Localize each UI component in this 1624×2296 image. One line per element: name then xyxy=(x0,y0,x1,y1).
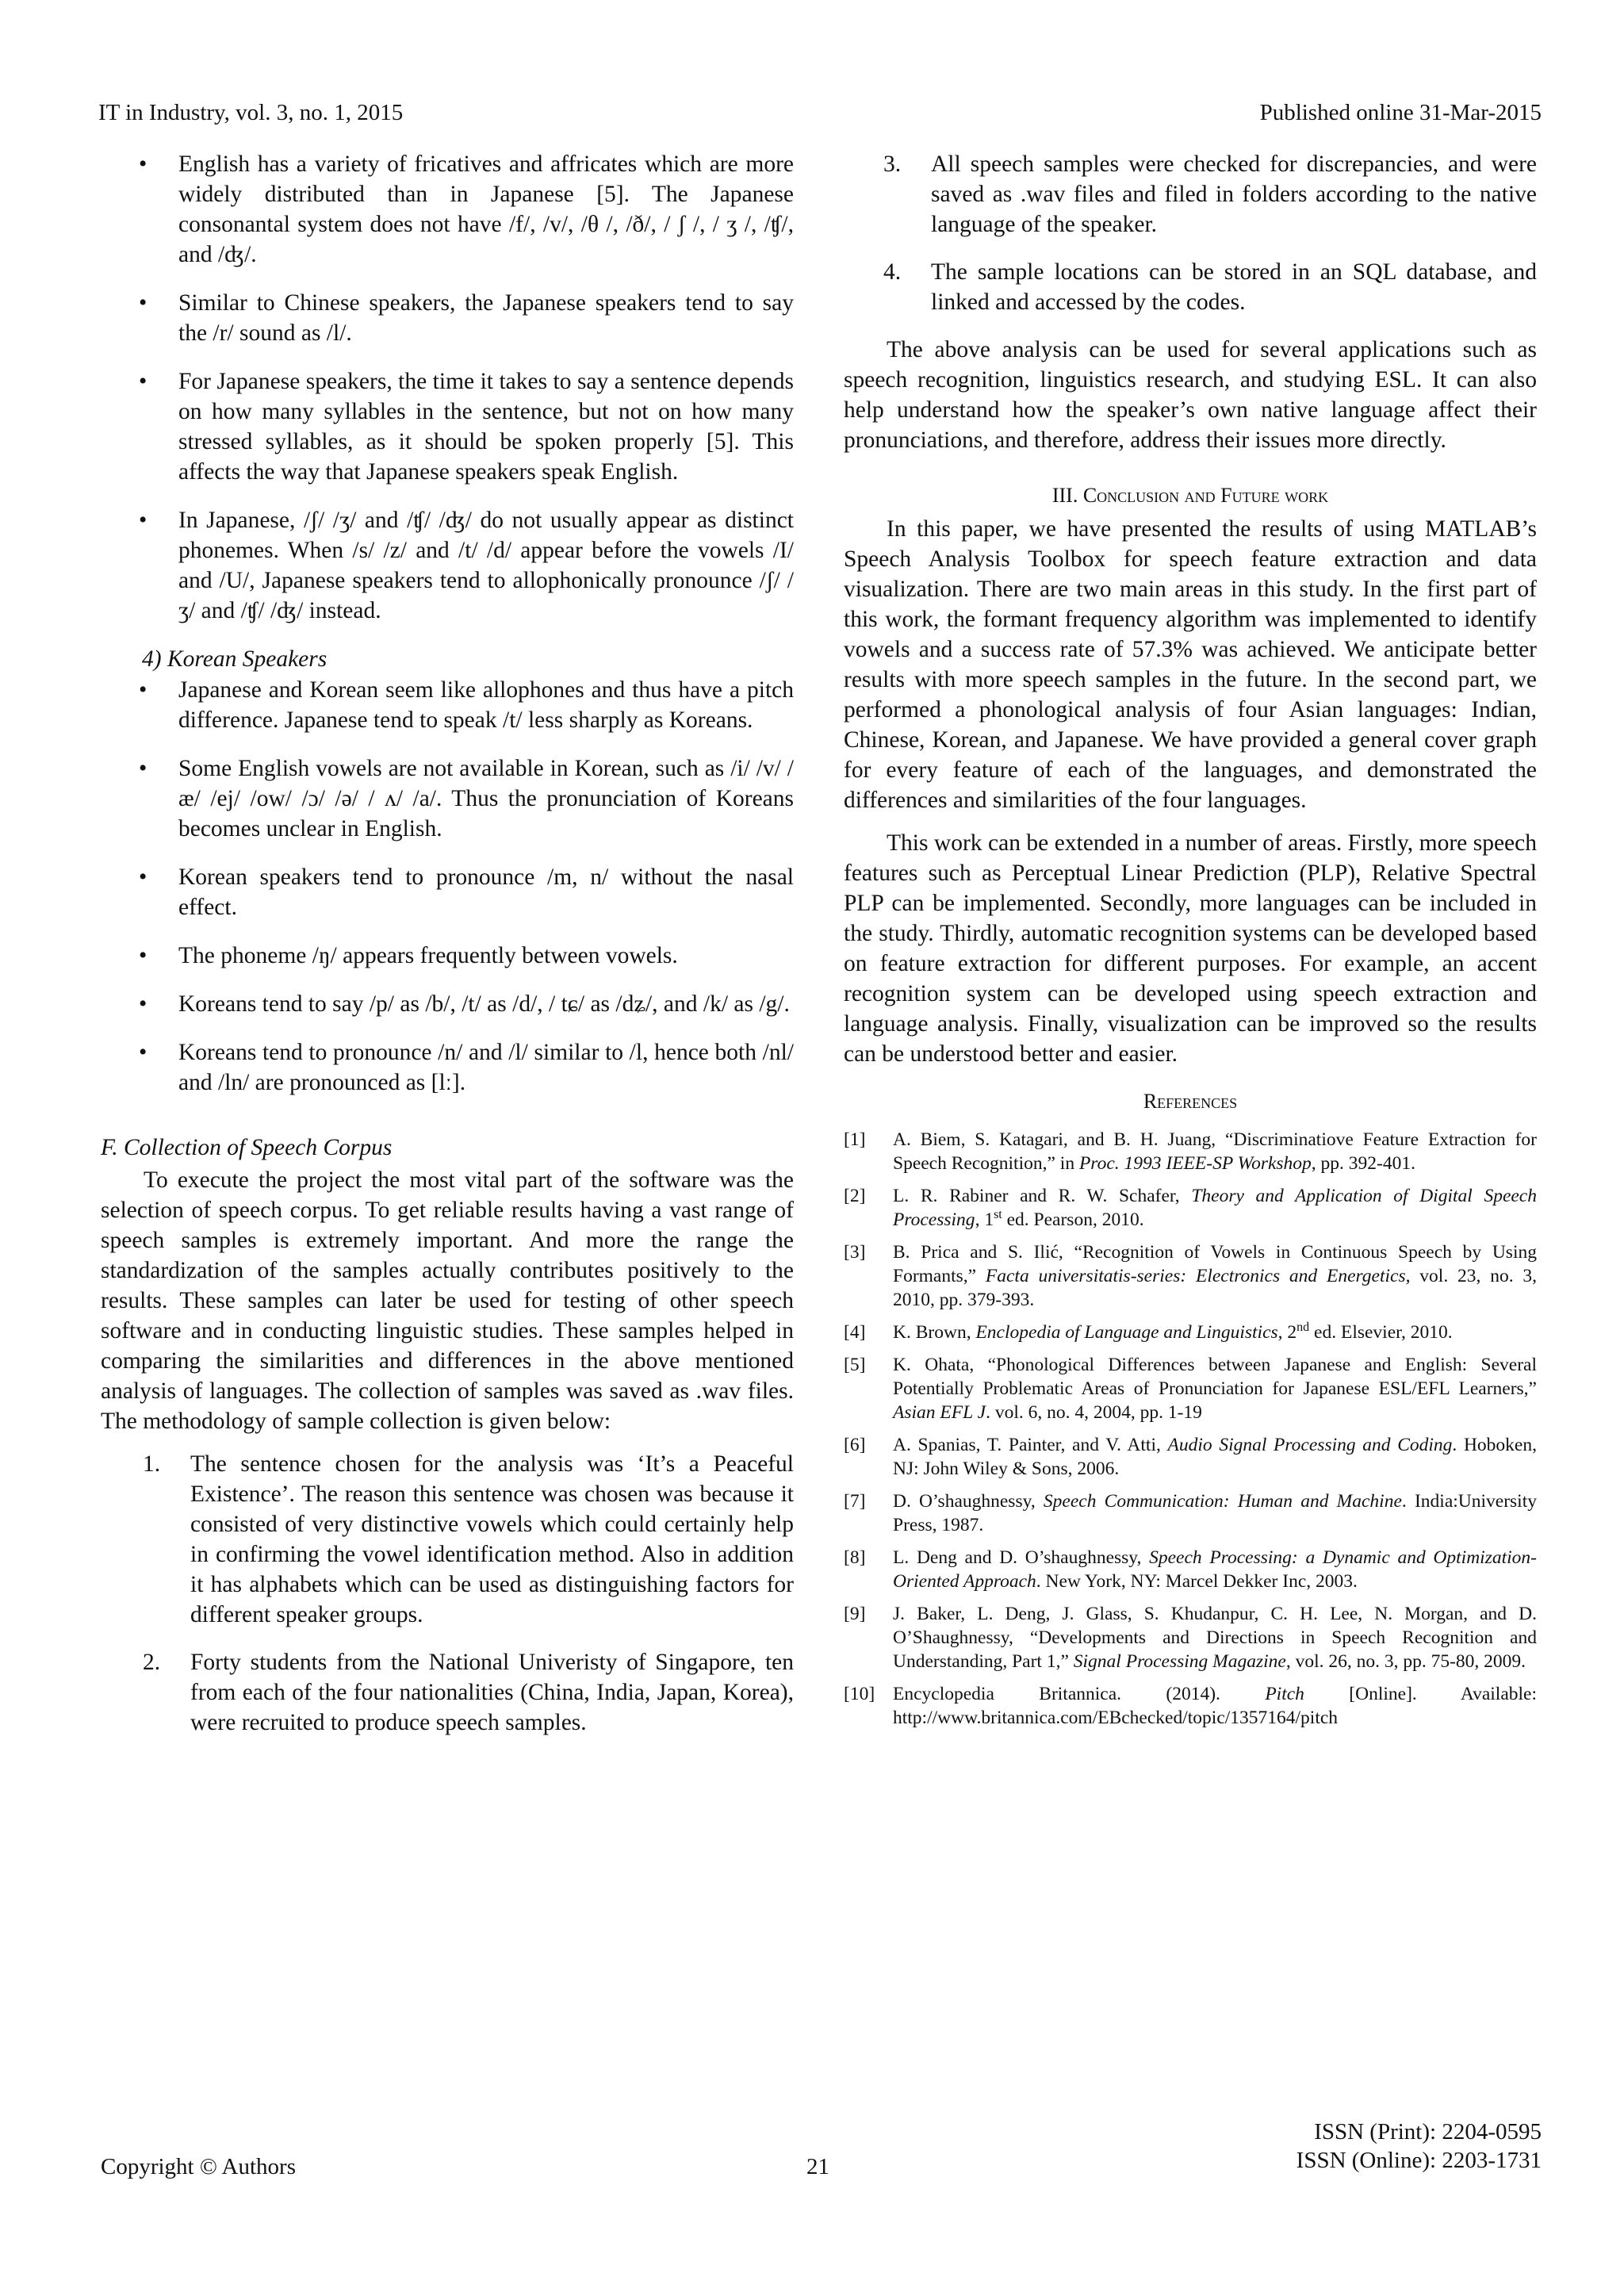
analysis-paragraph: The above analysis can be used for several applications such as speech recognition, linguistics research, and studying ESL. It can also help understand how the speaker’s own native language affect their pronunciations, and therefore, address their issues more directly. xyxy=(844,337,1537,453)
reference-details: , pp. 392-401. xyxy=(1311,1153,1415,1174)
reference-details: , 1 xyxy=(975,1209,994,1230)
reference-details: , vol. 23, no. 3, 2010, pp. 379-393. xyxy=(893,1266,1537,1310)
list-number: 2. xyxy=(143,1650,161,1675)
reference-details: , 2 xyxy=(1277,1322,1297,1343)
page-footer xyxy=(101,2118,1542,2205)
reference-item xyxy=(844,1602,1537,1673)
conclusion-paragraph: In this paper, we have presented the results of using MATLAB’s Speech Analysis Toolbox for speech feature extraction and data visualization. There are two main areas in this study. In the first part of this work, the formant frequency algorithm was implemented to identify vowels and a success rate of 57.3% was achieved. We anticipate better results with more speech samples in the future. In the second part, we performed a phonological analysis of four Asian languages: Indian, Chinese, Korean, and Japanese. We have provided a general cover graph for every feature of each of the languages, and demonstrated the differences and similarities of the four languages. xyxy=(844,516,1537,813)
korean-speaker-bullets xyxy=(101,675,794,1098)
publication-date: Published online 31-Mar-2015 xyxy=(1259,100,1542,125)
reference-source: Speech Communication: Human and Machine xyxy=(1043,1491,1402,1512)
right-column xyxy=(844,149,1537,1738)
reference-item xyxy=(844,1353,1537,1424)
reference-authors: L. R. Rabiner and R. W. Schafer, xyxy=(893,1186,1192,1206)
reference-number: [4] xyxy=(844,1322,866,1343)
reference-authors: A. Spanias, T. Painter, and V. Atti, xyxy=(893,1435,1168,1455)
reference-source: Proc. 1993 IEEE-SP Workshop xyxy=(1078,1153,1312,1174)
reference-authors: K. Brown, xyxy=(893,1322,976,1343)
japanese-speaker-bullets xyxy=(101,149,794,626)
reference-details: . India:University Press, 1987. xyxy=(893,1491,1537,1535)
reference-details: [Online]. Available: http://www.britannica.com/EBchecked/topic/1357164/pitch xyxy=(893,1684,1537,1728)
list-text: The sample locations can be stored in an SQL database, and linked and accessed by the codes. xyxy=(931,259,1537,315)
issn-print: ISSN (Print): 2204-0595 xyxy=(1314,2119,1542,2145)
section-f-paragraph: To execute the project the most vital part of the software was the selection of speech corpus. To get reliable results having a vast range of speech samples is extremely important. And more the range the standardization of the samples actually contributes positively to the results. These samples can later be used for testing of other speech software and in conducting linguistic studies. These samples helped in comparing the similarities and differences in the above mentioned analysis of languages. The collection of samples was saved as .wav files. The methodology of sample collection is given below: xyxy=(101,1167,794,1434)
journal-citation: IT in Industry, vol. 3, no. 1, 2015 xyxy=(98,100,404,125)
list-text: The sentence chosen for the analysis was ‘It’s a Peaceful Existence’. The reason this sentence was chosen was because it consisted of very distinctive vowels which could certainly help in confirming the vowel identification method. Also in addition it has alphabets which can be used as distinguishing factors for different speaker groups. xyxy=(190,1451,794,1627)
list-number: 3. xyxy=(883,151,902,177)
reference-source: Theory and Application of Digital Speech Processing xyxy=(893,1186,1537,1230)
reference-item xyxy=(844,1489,1537,1537)
reference-item xyxy=(844,1682,1537,1730)
reference-authors: K. Ohata, “Phonological Differences between Japanese and English: Several Potentially Problematic Areas of Pronunciation for Japanese ESL/EFL Learners,” xyxy=(893,1355,1537,1399)
reference-source: Enclopedia of Language and Linguistics xyxy=(975,1322,1278,1343)
future-work-paragraph: This work can be extended in a number of areas. Firstly, more speech features such as Perceptual Linear Prediction (PLP), Relative Spectral PLP can be implemented. Secondly, more languages can be included in the study. Thirdly, automatic recognition systems can be developed based on feature extraction for different purposes. For example, an accent recognition system can be developed using speech extraction and language analysis. Finally, visualization can be improved so the results can be understood better and easier. xyxy=(844,830,1537,1067)
list-text: Forty students from the National Univeristy of Singapore, ten from each of the four nationalities (China, India, Japan, Korea), were recruited to produce speech samples. xyxy=(190,1650,794,1735)
list-number: 1. xyxy=(143,1451,161,1477)
copyright-notice: Copyright © Authors xyxy=(101,2154,296,2179)
reference-superscript: st xyxy=(994,1208,1002,1222)
list-item: • Some English vowels are not available in Korean, such as /i/ /v/ / æ/ /ej/ /ow/ /ɔ/ /ə/ / ʌ/ /a/. Thus the pronunciation of Koreans becomes unclear in English. xyxy=(101,753,794,844)
conclusion-heading: III. Conclusion and Future work xyxy=(1051,484,1329,507)
reference-source: Facta universitatis-series: Electronics and Energetics xyxy=(985,1266,1406,1286)
reference-list xyxy=(844,1128,1537,1730)
reference-superscript: nd xyxy=(1297,1320,1310,1335)
reference-item xyxy=(844,1128,1537,1175)
list-item xyxy=(101,1449,794,1630)
list-item: • English has a variety of fricatives and affricates which are more widely distributed than in Japanese [5]. The Japanese consonantal system does not have /f/, /v/, /θ /, /ð/, / ʃ /, / ʒ /, /ʧ/, and /ʤ/. xyxy=(101,149,794,270)
list-item: • Koreans tend to pronounce /n/ and /l/ similar to /l, hence both /nl/ and /ln/ are pronounced as [lː]. xyxy=(101,1037,794,1098)
methodology-list xyxy=(101,1449,794,1738)
list-item: • Japanese and Korean seem like allophones and thus have a pitch difference. Japanese tend to speak /t/ less sharply as Koreans. xyxy=(101,675,794,735)
reference-number: [8] xyxy=(844,1547,866,1568)
reference-authors: L. Deng and D. O’shaughnessy, xyxy=(893,1547,1150,1568)
reference-number: [6] xyxy=(844,1435,866,1455)
reference-item xyxy=(844,1546,1537,1593)
page-number: 21 xyxy=(806,2154,829,2179)
section-f-heading: F. Collection of Speech Corpus xyxy=(101,1135,393,1160)
reference-authors: A. Biem, S. Katagari, and B. H. Juang, “Discriminatiove Feature Extraction for Speech Recognition,” in xyxy=(893,1129,1537,1174)
issn-block xyxy=(1297,2118,1542,2175)
reference-number: [2] xyxy=(844,1186,866,1206)
list-item: • The phoneme /ŋ/ appears frequently between vowels. xyxy=(101,941,794,971)
reference-number: [9] xyxy=(844,1604,866,1624)
reference-details-tail: ed. Elsevier, 2010. xyxy=(1309,1322,1453,1343)
reference-item xyxy=(844,1240,1537,1312)
left-column xyxy=(101,149,794,1755)
reference-authors: D. O’shaughnessy, xyxy=(893,1491,1044,1512)
reference-source: Signal Processing Magazine xyxy=(1073,1651,1286,1672)
reference-authors: Encyclopedia Britannica. (2014). xyxy=(893,1684,1266,1704)
reference-source: Pitch xyxy=(1265,1684,1304,1704)
list-number: 4. xyxy=(883,259,902,285)
list-item: • Korean speakers tend to pronounce /m, n/ without the nasal effect. xyxy=(101,862,794,922)
list-item xyxy=(101,1647,794,1738)
reference-number: [10] xyxy=(844,1684,875,1704)
issn-online: ISSN (Online): 2203-1731 xyxy=(1296,2148,1542,2173)
list-item xyxy=(844,257,1537,317)
reference-source: Speech Processing: a Dynamic and Optimization-Oriented Approach xyxy=(893,1547,1537,1592)
reference-authors: J. Baker, L. Deng, J. Glass, S. Khudanpur, C. H. Lee, N. Morgan, and D. O’Shaughnessy, “Developments and Directions in Speech Recognition and Understanding, Part 1,” xyxy=(893,1604,1537,1672)
reference-details-tail: ed. Pearson, 2010. xyxy=(1002,1209,1144,1230)
reference-number: [7] xyxy=(844,1491,866,1512)
list-item: • Koreans tend to say /p/ as /b/, /t/ as /d/, / tɕ/ as /dʑ/, and /k/ as /g/. xyxy=(101,989,794,1019)
page-header xyxy=(98,97,1542,128)
reference-item xyxy=(844,1433,1537,1481)
list-item xyxy=(844,149,1537,240)
list-item: • Similar to Chinese speakers, the Japanese speakers tend to say the /r/ sound as /l/. xyxy=(101,288,794,348)
reference-details: . New York, NY: Marcel Dekker Inc, 2003. xyxy=(1036,1571,1358,1592)
reference-details: . vol. 6, no. 4, 2004, pp. 1-19 xyxy=(986,1402,1202,1423)
methodology-list-continued xyxy=(844,149,1537,317)
references-heading: References xyxy=(1143,1090,1238,1113)
list-item: • In Japanese, /ʃ/ /ʒ/ and /ʧ/ /ʤ/ do not usually appear as distinct phonemes. When /s/ /z/ and /t/ /d/ appear before the vowels /I/ and /U/, Japanese speakers tend to allophonically pronounce /ʃ/ /ʒ/ and /ʧ/ /ʤ/ instead. xyxy=(101,505,794,626)
reference-authors: B. Prica and S. Ilić, “Recognition of Vowels in Continuous Speech by Using Formants,” xyxy=(893,1242,1537,1286)
reference-source: Audio Signal Processing and Coding xyxy=(1167,1435,1453,1455)
reference-item xyxy=(844,1320,1537,1344)
reference-number: [3] xyxy=(844,1242,866,1263)
list-item: • For Japanese speakers, the time it takes to say a sentence depends on how many syllables in the sentence, but not on how many stressed syllables, as it should be spoken properly [5]. This affects the way that Japanese speakers speak English. xyxy=(101,366,794,487)
reference-number: [1] xyxy=(844,1129,866,1150)
korean-speakers-heading: 4) Korean Speakers xyxy=(142,646,327,672)
reference-details: , vol. 26, no. 3, pp. 75-80, 2009. xyxy=(1285,1651,1526,1672)
reference-item xyxy=(844,1184,1537,1232)
list-text: All speech samples were checked for discrepancies, and were saved as .wav files and filed in folders according to the native language of the speaker. xyxy=(931,151,1537,237)
reference-number: [5] xyxy=(844,1355,866,1375)
reference-details: . Hoboken, NJ: John Wiley & Sons, 2006. xyxy=(893,1435,1537,1479)
reference-source: Asian EFL J xyxy=(893,1402,986,1423)
